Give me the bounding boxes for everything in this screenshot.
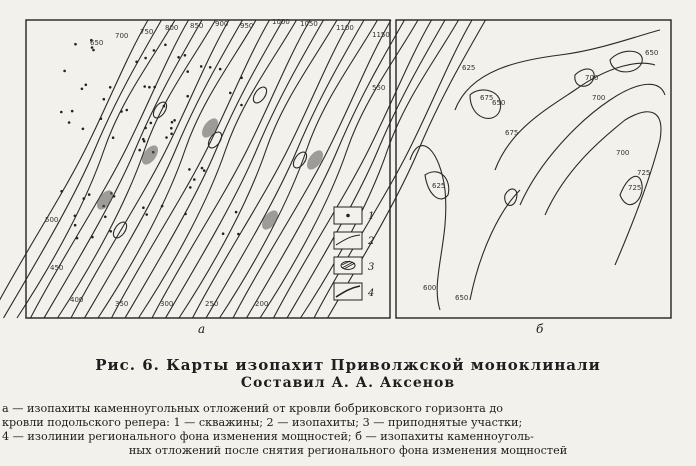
contour-label: 400 [70,296,84,304]
figure-caption [2,402,694,458]
well-dot [81,88,84,91]
panel-b-label: б [536,322,544,336]
well-dot [71,110,74,113]
legend-item-3: 3 [368,262,375,273]
contour-label: 1150 [372,31,390,39]
figure-title: Рис. 6. Карты изопахит Приволжской моноклинали [95,356,601,374]
raised-area [94,188,116,213]
well-dot [200,65,203,68]
legend-item-4: 4 [368,288,375,299]
well-dot [150,122,153,125]
contour-label: 350 [115,300,129,308]
well-dot [83,197,86,200]
contour-label: 1050 [300,20,318,28]
well-dot [68,121,71,124]
contour-label: 650 [645,49,659,57]
well-dot [203,169,206,172]
contour-label: 300 [160,300,174,308]
well-dot [104,216,107,219]
well-dot [153,86,156,89]
well-dot [170,127,173,130]
contour-label: 700 [616,149,630,157]
figure-subtitle: Составил А. А. Аксенов [240,375,456,391]
contour-label: 625 [462,64,476,72]
map-b-contour-labels [423,49,658,302]
isopach-closed [251,85,270,105]
well-dot [138,149,141,152]
contour-label: 700 [585,74,599,82]
well-dot [74,215,77,218]
legend-item-1: 1 [368,211,375,222]
well-dot [74,43,77,46]
isopach-line [545,112,661,265]
well-dot [240,104,243,107]
well-dot [222,232,225,235]
well-dot [240,77,243,80]
contour-label: 500 [45,216,59,224]
well-dot [85,84,88,87]
well-dot [144,127,147,130]
well-dot [92,49,95,52]
well-dot [120,110,123,113]
contour-label: 550 [372,84,386,92]
contour-label: 675 [480,94,494,102]
well-dot [186,95,189,98]
well-dot [60,111,63,114]
isopach-line [31,20,189,318]
well-dot [184,54,187,57]
well-dot [170,133,173,136]
well-dot [148,86,151,89]
legend-item-2: 2 [368,236,375,247]
contour-label: 725 [637,169,651,177]
well-dot [135,61,138,64]
well-dot [229,92,232,95]
contour-label: 200 [255,300,269,308]
map-b-isopachs [410,30,665,310]
isopach-line [470,190,520,300]
well-dot [186,70,189,73]
well-dot [113,195,116,198]
well-dot [91,236,94,239]
well-dot [144,57,147,60]
well-dot [171,121,174,124]
well-dot [153,49,156,52]
contour-label: 1000 [272,18,290,26]
isopach-line [152,20,310,318]
contour-label: 950 [240,22,254,30]
panel-a-label: а [198,322,206,336]
well-dot [161,205,164,208]
well-dot [201,167,204,170]
contour-label: 750 [140,28,154,36]
contour-label: 900 [215,20,229,28]
contour-label: 675 [505,129,519,137]
well-dot [163,105,166,108]
well-dot [189,186,192,189]
well-dot [103,98,106,101]
well-dot [76,237,79,240]
well-dot [145,213,148,216]
isopach-closed [291,150,310,170]
isopach-line [520,84,665,205]
contour-label: 450 [50,264,64,272]
well-dot [60,190,63,193]
well-dot [188,168,191,171]
caption-line: а — изопахиты каменноугольных отложений от кровли бобриковского горизонта до [2,402,503,415]
well-dot [112,136,115,139]
raised-area [199,116,221,141]
well-dot [143,85,146,88]
caption-line: кровли подольского репера: 1 — скважины; 2 — изопахиты; 3 — приподнятые участки; [2,416,523,429]
contour-label: 700 [115,32,129,40]
contour-label: 1100 [336,24,354,32]
well-dot [126,109,129,112]
well-dot [235,211,238,214]
well-dot [164,44,167,47]
contour-label: 600 [423,284,437,292]
well-dot [209,66,212,69]
isopach-line [610,51,642,72]
contour-label: 250 [205,300,219,308]
isopach-line [193,20,351,318]
well-dot [184,213,187,216]
well-dot [63,70,66,73]
well-dot [100,117,103,120]
raised-area [139,143,161,168]
contour-label: 625 [432,182,446,190]
map-a-isopachs [0,20,486,318]
caption-line: ных отложений после снятия регионального фона изменения мощностей [128,444,568,457]
well-dot [109,230,112,233]
contour-label: 650 [90,39,104,47]
well-dot [173,119,176,122]
well-dot [109,86,112,89]
isopach-line [505,189,517,205]
well-dot [193,178,196,181]
well-dot [88,193,91,196]
contour-label: 650 [492,99,506,107]
isopach-line [71,20,229,318]
well-dot [219,68,222,71]
well-dot [237,233,240,236]
well-dot [165,136,168,139]
well-dot [142,206,145,209]
contour-label: 850 [190,22,204,30]
well-dot [74,224,77,227]
caption-line: 4 — изолинии регионального фона изменения мощностей; б — изопахиты каменноуголь- [2,430,534,443]
well-dot [142,138,145,141]
contour-label: 700 [592,94,606,102]
well-dot [82,128,85,131]
well-dot [177,56,180,59]
contour-label: 650 [455,294,469,302]
contour-label: 800 [165,24,179,32]
contour-label: 725 [628,184,642,192]
